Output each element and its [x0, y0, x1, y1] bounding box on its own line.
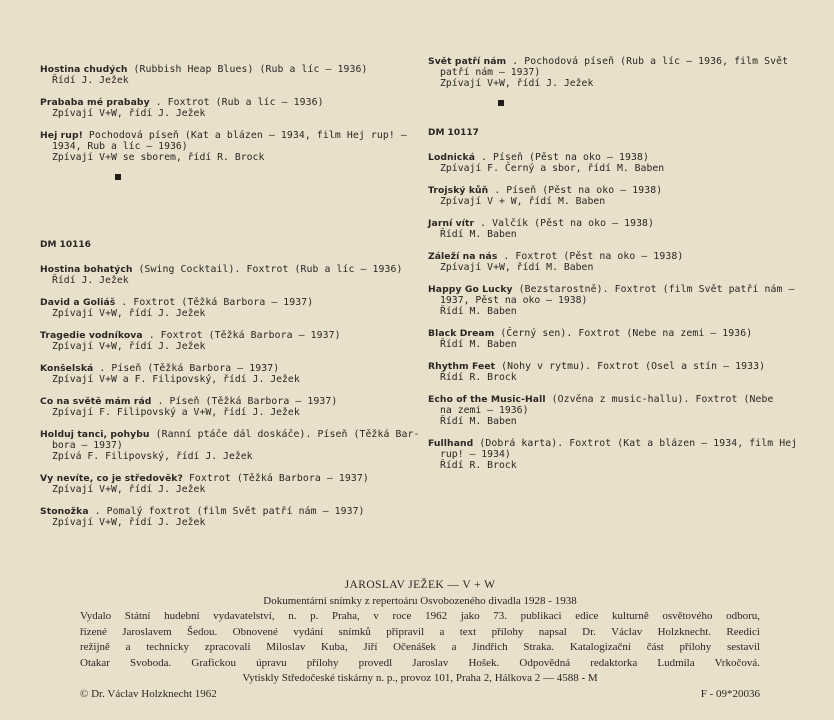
- track-entry: [40, 473, 420, 495]
- track-line: [428, 152, 808, 163]
- track-entry: [40, 64, 420, 86]
- track-credit-line: Zpívají V + W, řídí M. Baben: [440, 196, 606, 207]
- colophon-para-line-4: Otakar Svoboda. Grafickou úpravu přílohy provedl Jaroslav Hošek. Odpovědná redaktorka Ludmila Vrkočová.: [80, 656, 760, 669]
- colophon-para-line-2: řízené Jaroslavem Šedou. Obnovené vydání snímků připravil a text přílohy napsal Dr. Václav Holzknecht. Reedici: [80, 625, 760, 638]
- track-entry: [428, 152, 808, 174]
- track-entry: [428, 438, 808, 471]
- track-details: . Foxtrot (Těžká Barbora — 1937): [121, 297, 314, 308]
- track-credit-line: bora — 1937): [52, 440, 123, 451]
- track-credit-line: Zpívají V+W a F. Filipovský, řídí J. Ježek: [52, 374, 300, 385]
- track-details: (Dobrá karta). Foxtrot (Kat a blázen — 1934, film Hej: [479, 438, 798, 449]
- track-line: [40, 97, 420, 108]
- track-entry: [40, 264, 420, 286]
- track-line: [428, 218, 808, 229]
- copyright-notice: © Dr. Václav Holzknecht 1962: [80, 687, 217, 700]
- track-entry: [428, 328, 808, 350]
- track-details: . Foxtrot (Těžká Barbora — 1937): [148, 330, 341, 341]
- track-details: (Ozvěna z music-hallu). Foxtrot (Nebe: [551, 394, 774, 405]
- disc-number-right: DM 10117: [428, 128, 479, 138]
- track-entry: [40, 330, 420, 352]
- track-entry: [428, 251, 808, 273]
- colophon: [80, 578, 760, 702]
- track-entry: [40, 429, 420, 462]
- track-entry: [428, 218, 808, 240]
- track-title: Hostina bohatých: [40, 264, 133, 275]
- track-title: Hostina chudých: [40, 64, 128, 75]
- track-line: [428, 284, 808, 295]
- track-details: . Píseň (Pěst na oko — 1938): [481, 152, 649, 163]
- track-details: . Píseň (Těžká Barbora — 1937): [99, 363, 280, 374]
- track-details: . Pochodová píseň (Rub a líc — 1936, film Svět: [512, 56, 789, 67]
- right-bottom-tracklist: [428, 152, 808, 471]
- track-title: Black Dream: [428, 328, 495, 339]
- track-line: [40, 429, 420, 440]
- disc-number-left: DM 10116: [40, 240, 91, 250]
- track-credit-line: Zpívají F. Černý a sbor, řídí M. Baben: [440, 163, 665, 174]
- track-entry: [428, 56, 808, 89]
- track-title: Happy Go Lucky: [428, 284, 513, 295]
- track-credit-line: na zemi — 1936): [440, 405, 529, 416]
- track-line: [428, 438, 808, 449]
- track-title: Svět patří nám: [428, 56, 507, 67]
- track-title: Jarní vítr: [428, 218, 475, 229]
- track-line: [40, 473, 420, 484]
- track-details: . Valčík (Pěst na oko — 1938): [480, 218, 655, 229]
- track-title: Co na světě mám rád: [40, 396, 152, 407]
- track-title: Tragedie vodníkova: [40, 330, 143, 341]
- track-line: [40, 396, 420, 407]
- track-details: Pochodová píseň (Kat a blázen — 1934, film Hej rup! —: [88, 130, 407, 141]
- track-credit-line: rup! — 1934): [440, 449, 511, 460]
- track-credit-line: 1937, Pěst na oko — 1938): [440, 295, 588, 306]
- track-entry: [40, 97, 420, 119]
- track-credit-line: Řídí R. Brock: [440, 372, 517, 383]
- colophon-last-row: [80, 687, 760, 703]
- right-column: [428, 56, 808, 482]
- track-details: . Píseň (Pěst na oko — 1938): [494, 185, 663, 196]
- track-line: [428, 394, 808, 405]
- track-details: (Swing Cocktail). Foxtrot (Rub a líc — 1936): [138, 264, 403, 275]
- track-title: Záleží na nás: [428, 251, 498, 262]
- track-line: [428, 185, 808, 196]
- track-details: (Nohy v rytmu). Foxtrot (Osel a stín — 1933): [501, 361, 766, 372]
- track-credit-line: Zpívají V+W se sborem, řídí R. Brock: [52, 152, 265, 163]
- track-credit-line: Řídí J. Ježek: [52, 75, 129, 86]
- track-title: Lodnická: [428, 152, 475, 163]
- left-top-tracklist: [40, 64, 420, 163]
- colophon-printer: Vytiskly Středočeské tiskárny n. p., provoz 101, Praha 2, Hálkova 2 — 4588 - M: [242, 672, 598, 684]
- track-credit-line: Řídí M. Baben: [440, 339, 517, 350]
- track-title: David a Goliáš: [40, 297, 116, 308]
- right-top-tracklist: [428, 56, 808, 89]
- track-entry: [40, 130, 420, 163]
- left-bottom-tracklist: [40, 264, 420, 528]
- catalog-code: F - 09*20036: [700, 687, 760, 700]
- track-credit-line: Řídí M. Baben: [440, 229, 517, 240]
- track-title: Fullhand: [428, 438, 474, 449]
- track-credit-line: 1934, Rub a líc — 1936): [52, 141, 188, 152]
- track-credit-line: Zpívají V+W, řídí M. Baben: [440, 262, 594, 273]
- track-details: . Foxtrot (Pěst na oko — 1938): [503, 251, 684, 262]
- colophon-heading: JAROSLAV JEŽEK — V + W: [344, 579, 496, 591]
- track-title: Echo of the Music-Hall: [428, 394, 546, 405]
- track-details: . Píseň (Těžká Barbora — 1937): [157, 396, 338, 407]
- track-title: Vy nevíte, co je středověk?: [40, 473, 183, 484]
- track-line: [40, 297, 420, 308]
- track-credit-line: patří nám — 1937): [440, 67, 541, 78]
- track-line: [40, 330, 420, 341]
- track-line: [428, 361, 808, 372]
- track-line: [40, 264, 420, 275]
- track-line: [40, 64, 420, 75]
- track-title: Trojský kůň: [428, 185, 489, 196]
- colophon-para-line-3: režijně a technicky zpracovali Miloslav Kuba, Jiří Očenášek a Jindřich Straka. Katalogizační část přílohy sestavil: [80, 641, 760, 653]
- track-title: Rhythm Feet: [428, 361, 496, 372]
- track-entry: [428, 394, 808, 427]
- track-details: (Černý sen). Foxtrot (Nebe na zemi — 1936): [500, 328, 753, 339]
- track-details: . Foxtrot (Rub a líc — 1936): [155, 97, 324, 108]
- track-credit-line: Zpívají V+W, řídí J. Ježek: [52, 308, 206, 319]
- track-title: Prababa mé prababy: [40, 97, 150, 108]
- track-credit-line: Zpívají V+W, řídí J. Ježek: [52, 341, 206, 352]
- track-details: (Ranní ptáče dál doskáče). Píseň (Těžká Bar-: [155, 429, 420, 440]
- track-credit-line: Zpívají F. Filipovský a V+W, řídí J. Ježek: [52, 407, 300, 418]
- track-line: [428, 56, 808, 67]
- track-entry: [428, 284, 808, 317]
- colophon-para-line-1: Vydalo Státní hudební vydavatelství, n. p. Praha, v roce 1962 jako 73. publikaci edice kulturně osvětového odboru,: [80, 610, 760, 622]
- track-details: . Pomalý foxtrot (film Svět patří nám — 1937): [94, 506, 365, 517]
- track-entry: [40, 363, 420, 385]
- track-line: [40, 130, 420, 141]
- track-credit-line: Zpívají V+W, řídí J. Ježek: [52, 517, 206, 528]
- track-credit-line: Zpívají V+W, řídí J. Ježek: [440, 78, 594, 89]
- track-entry: [40, 297, 420, 319]
- track-title: Holduj tanci, pohybu: [40, 429, 150, 440]
- track-credit-line: Řídí R. Brock: [440, 460, 517, 471]
- track-title: Stonožka: [40, 506, 89, 517]
- track-credit-line: Zpívají V+W, řídí J. Ježek: [52, 108, 206, 119]
- track-entry: [40, 396, 420, 418]
- track-title: Hej rup!: [40, 130, 83, 141]
- track-credit-line: Řídí M. Baben: [440, 416, 517, 427]
- track-details: (Rubbish Heap Blues) (Rub a líc — 1936): [133, 64, 368, 75]
- track-credit-line: Řídí M. Baben: [440, 306, 517, 317]
- track-line: [428, 251, 808, 262]
- track-credit-line: Řídí J. Ježek: [52, 275, 129, 286]
- track-entry: [428, 361, 808, 383]
- track-credit-line: Zpívají V+W, řídí J. Ježek: [52, 484, 206, 495]
- left-column: [40, 64, 420, 539]
- track-line: [428, 328, 808, 339]
- colophon-subtitle: Dokumentární snímky z repertoáru Osvobozeného divadla 1928 - 1938: [263, 594, 577, 607]
- track-entry: [40, 506, 420, 528]
- track-line: [40, 363, 420, 374]
- track-details: Foxtrot (Těžká Barbora — 1937): [188, 473, 369, 484]
- track-title: Konšelská: [40, 363, 94, 374]
- track-line: [40, 506, 420, 517]
- track-credit-line: Zpívá F. Filipovský, řídí J. Ježek: [52, 451, 253, 462]
- track-details: (Bezstarostně). Foxtrot (film Svět patří nám —: [518, 284, 795, 295]
- track-entry: [428, 185, 808, 207]
